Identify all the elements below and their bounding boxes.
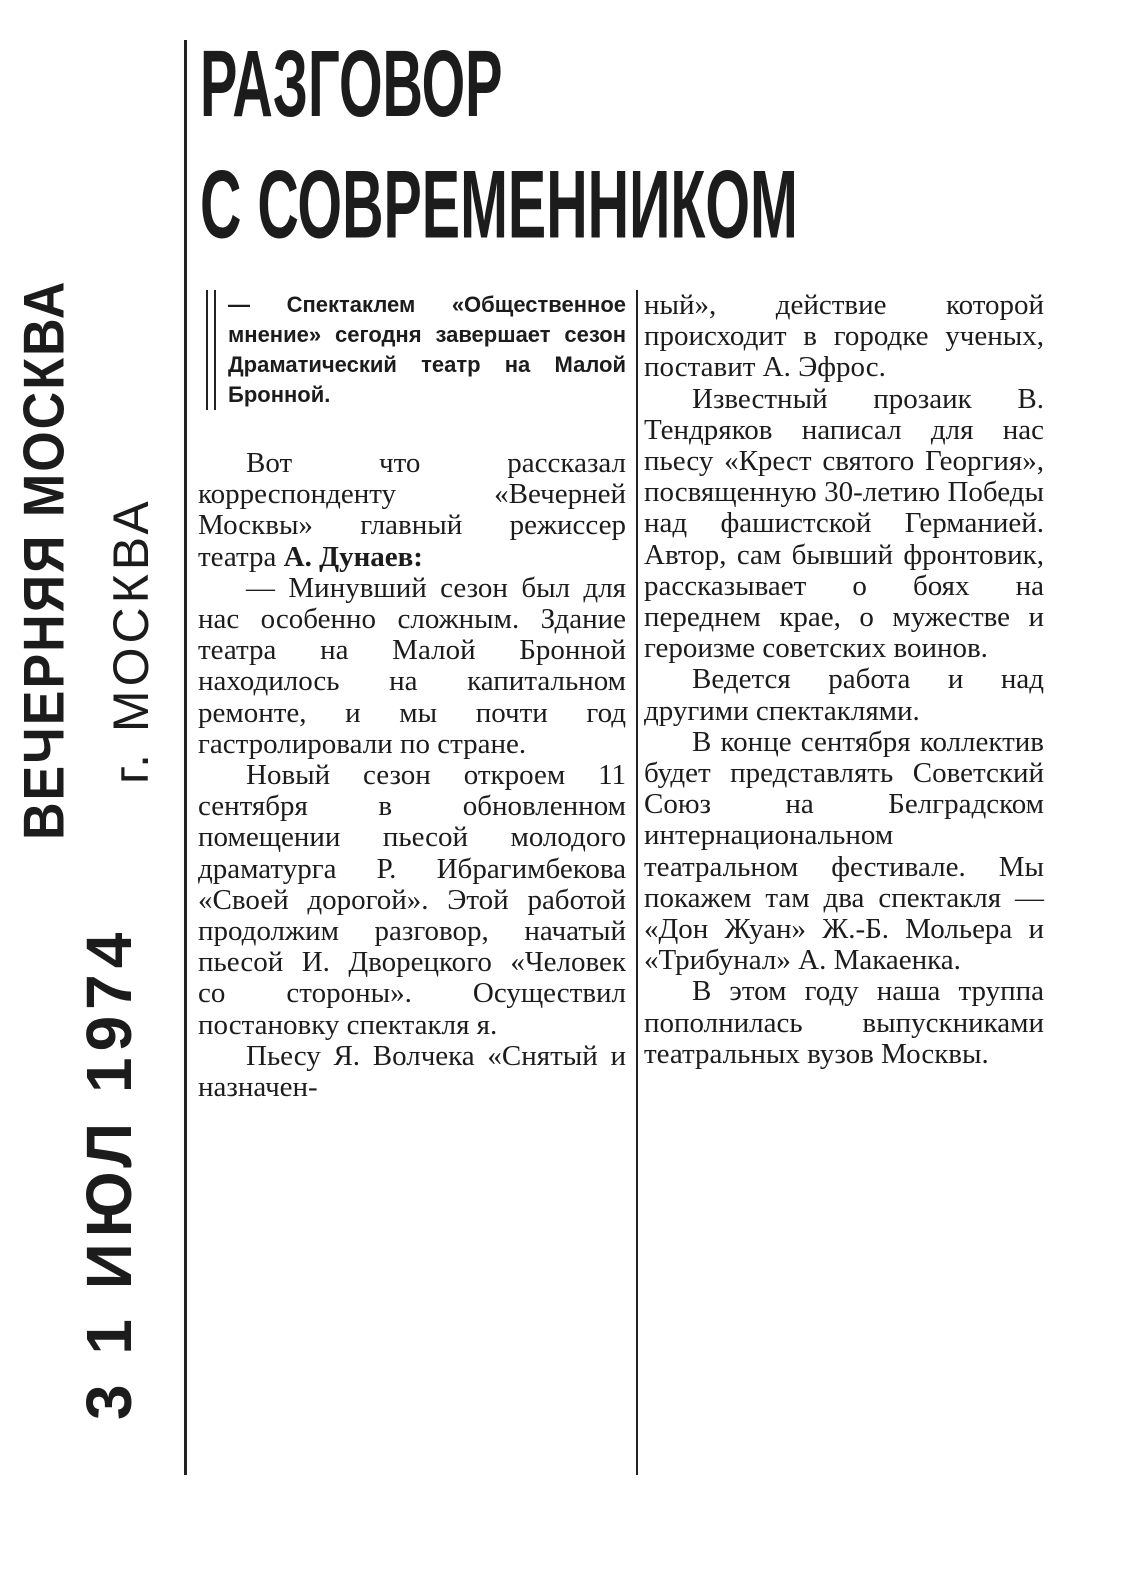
body-paragraph-other-work: Ведется работа и над другими спектаклями. <box>644 663 1044 727</box>
lead-marker-bars <box>206 290 216 410</box>
body-paragraph-volchek-end: ный», действие которой происходит в городке ученых, поставит А. Эфрос. <box>644 289 1044 384</box>
stamp-date: 3 1 ИЮЛ 1974 <box>73 926 145 1420</box>
stamp-newspaper-name: ВЕЧЕРНЯЯ МОСКВА <box>13 279 77 840</box>
body-paragraph-volchek-start: Пьесу Я. Волчека «Снятый и назначен- <box>198 1039 626 1104</box>
body-paragraph-new-season: Новый сезон откроем 11 сентября в обновленном помещении пьесой молодого драматурга Р. Ибрагимбекова «Своей дорогой». Этой работой продолжим разговор, начатый пьесой И. Дворецкого «Человек со стороны». Осуществил постановку спектакля я. <box>198 759 626 1041</box>
intro-paragraph <box>198 448 626 573</box>
body-paragraph-troupe: В этом году наша труппа пополнилась выпускниками театральных вузов Москвы. <box>644 975 1044 1070</box>
body-paragraph-tendryakov: Известный прозаик В. Тендряков написал для нас пьесу «Крест святого Георгия», посвященную 30-летию Победы над фашистской Германией. Автор, сам бывший фронтовик, рассказывает о боях на переднем крае, о мужестве и героизме советских воинов. <box>644 382 1044 665</box>
column-divider-rule <box>636 290 638 1475</box>
lead-text: — Спектаклем «Общественное мнение» сегодня завершает сезон Драматический театр на Малой Бронной. <box>228 292 626 407</box>
intro-text: Вот что рассказал корреспонденту «Вечерней Москвы» главный режиссер театра <box>198 447 626 573</box>
stamp-city: г. МОСКВА <box>103 497 159 784</box>
director-name: А. Дунаев: <box>283 540 423 573</box>
article-column-right <box>644 290 1044 1070</box>
body-paragraph-belgrade: В конце сентября коллектив будет представлять Советский Союз на Белградском интернациональном театральном фестивале. Мы покажем там два спектакля — «Дон Жуан» Ж.-Б. Мольера и «Трибунал» А. Макаенка. <box>644 725 1044 977</box>
body-paragraph-season: — Минувший сезон был для нас особенно сложным. Здание театра на Малой Бронной находилось на капитальном ремонте, и мы почти год гастролировали по стране. <box>198 571 626 760</box>
headline-line-1: РАЗГОВОР <box>200 31 503 137</box>
clipping-left-rule <box>184 40 187 1475</box>
article-column-left <box>198 290 626 1103</box>
lead-paragraph <box>198 290 626 410</box>
headline-line-2: С СОВРЕМЕННИКОМ <box>200 151 798 259</box>
